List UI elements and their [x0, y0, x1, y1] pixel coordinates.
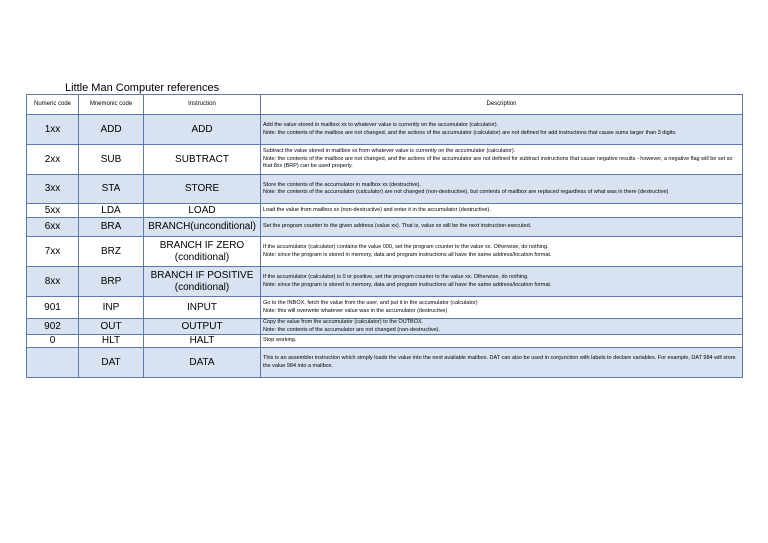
numeric-code-cell: 3xx: [27, 175, 79, 204]
table-row: [27, 115, 743, 145]
description-cell: [261, 218, 743, 237]
description-cell: [261, 335, 743, 348]
instruction-cell: LOAD: [144, 204, 261, 218]
description-cell: [261, 175, 743, 204]
table-row: [27, 267, 743, 297]
description-line: Add the value stored in mailbox xx to whatever value is currently on the accumulator (calculator).: [263, 122, 499, 128]
table-row: [27, 335, 743, 348]
description-line: Note: since the program is stored in memory, data and program instructions all have the same address/location format.: [263, 251, 552, 258]
description-line: Note: this will overwrite whatever value was in the accumulator (destructive): [263, 307, 448, 314]
table-row: [27, 297, 743, 319]
mnemonic-cell: INP: [79, 297, 144, 319]
mnemonic-cell: BRZ: [79, 237, 144, 267]
description-line: Go to the INBOX, fetch the value from the user, and put it in the accumulator (calculator): [263, 300, 478, 306]
instruction-cell: HALT: [144, 335, 261, 348]
mnemonic-cell: OUT: [79, 319, 144, 335]
description-line: Copy the value from the accumulator (calculator) to the OUTBOX.: [263, 319, 424, 325]
description-line: If the accumulator (calculator) contains the value 000, set the program counter to the value xx. Otherwise, do nothing.: [263, 244, 549, 250]
mnemonic-cell: STA: [79, 175, 144, 204]
description-line: Note: the contents of the accumulator (calculator) are not changed (non-destructive), but contents of mailbox are replaced regardless of what was in there (destructive): [263, 189, 669, 195]
numeric-code-cell: 6xx: [27, 218, 79, 237]
header-numeric-code: Numeric code: [27, 95, 79, 115]
lmc-reference-table: [26, 94, 743, 378]
description-cell: [261, 267, 743, 297]
table-row: [27, 218, 743, 237]
numeric-code-cell: 7xx: [27, 237, 79, 267]
table-row: [27, 145, 743, 175]
instruction-cell: BRANCH(unconditional): [144, 218, 261, 237]
description-line: Subtract the value stored in mailbox xx from whatever value is currently on the accumulator (calculator).: [263, 148, 516, 155]
description-cell: [261, 145, 743, 175]
header-description: Description: [261, 95, 743, 115]
mnemonic-cell: SUB: [79, 145, 144, 175]
description-cell: [261, 237, 743, 267]
table-header-row: [27, 95, 743, 115]
instruction-cell: SUBTRACT: [144, 145, 261, 175]
mnemonic-cell: BRP: [79, 267, 144, 297]
mnemonic-cell: DAT: [79, 348, 144, 378]
numeric-code-cell: 2xx: [27, 145, 79, 175]
table-row: [27, 237, 743, 267]
instruction-cell: INPUT: [144, 297, 261, 319]
description-line: Note: the contents of the accumulator are not changed (non-destructive).: [263, 326, 441, 333]
mnemonic-cell: LDA: [79, 204, 144, 218]
description-line: If the accumulator (calculator) is 0 or positive, set the program counter to the value xx. Otherwise, do nothing.: [263, 274, 529, 280]
instruction-cell: ADD: [144, 115, 261, 145]
numeric-code-cell: 902: [27, 319, 79, 335]
instruction-cell: STORE: [144, 175, 261, 204]
mnemonic-cell: BRA: [79, 218, 144, 237]
description-line: Note: since the program is stored in memory, data and program instructions all have the same address/location format.: [263, 281, 552, 288]
numeric-code-cell: 0: [27, 335, 79, 348]
header-mnemonic-code: Mnemonic code: [79, 95, 144, 115]
description-cell: [261, 115, 743, 145]
description-line: Note: the contents of the mailbox are not changed, and the actions of the accumulator (calculator) are not defined for add instructions that cause sums larger than 3 digits.: [263, 129, 677, 136]
table-row: [27, 319, 743, 335]
description-line: This is an assembler instruction which simply loads the value into the next available mailbox. DAT can also be used in conjunction with labels to declare variables. For example, DAT 984 will store the value 984 into a mailbox.: [263, 355, 736, 369]
description-cell: [261, 204, 743, 218]
numeric-code-cell: 5xx: [27, 204, 79, 218]
description-line: Set the program counter to the given address (value xx). That is, value xx will be the next instruction executed.: [263, 223, 532, 230]
header-instruction: Instruction: [144, 95, 261, 115]
numeric-code-cell: 901: [27, 297, 79, 319]
description-line: Stop working.: [263, 337, 297, 344]
mnemonic-cell: HLT: [79, 335, 144, 348]
description-cell: [261, 319, 743, 335]
table-row: [27, 204, 743, 218]
numeric-code-cell: [27, 348, 79, 378]
description-line: Store the contents of the accumulator in mailbox xx (destructive).: [263, 181, 422, 188]
instruction-cell: BRANCH IF ZERO (conditional): [144, 237, 261, 267]
table-row: [27, 348, 743, 378]
description-line: Load the value from mailbox xx (non-destructive) and enter it in the accumulator (destructive).: [263, 206, 491, 213]
table-row: [27, 175, 743, 204]
description-line: Note: the contents of the mailbox are not changed, and the actions of the accumulator are not defined for subtract instructions that cause negative results - however, a negative flag will be set so that 8xx (BRP) can be used properly.: [263, 155, 733, 170]
instruction-cell: DATA: [144, 348, 261, 378]
instruction-cell: OUTPUT: [144, 319, 261, 335]
numeric-code-cell: 8xx: [27, 267, 79, 297]
description-cell: [261, 297, 743, 319]
page-title: Little Man Computer references: [65, 82, 220, 94]
numeric-code-cell: 1xx: [27, 115, 79, 145]
instruction-cell: BRANCH IF POSITIVE (conditional): [144, 267, 261, 297]
mnemonic-cell: ADD: [79, 115, 144, 145]
description-cell: [261, 348, 743, 378]
